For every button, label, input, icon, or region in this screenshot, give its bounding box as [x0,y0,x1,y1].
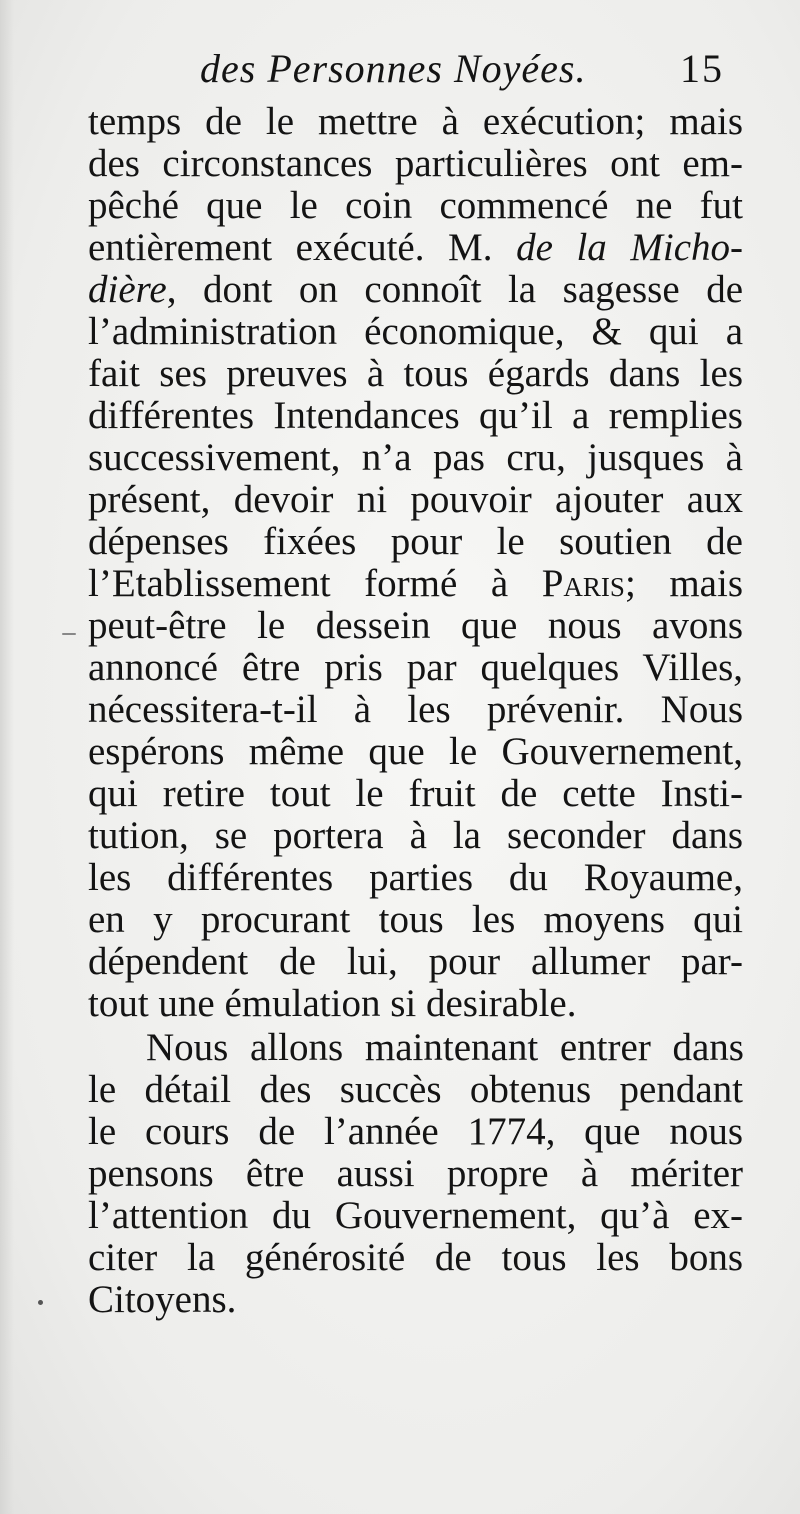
text-line-2: des circonstances particulières ont em- [88,142,743,185]
text-line-18: tution, se portera à la seconder dans [88,814,743,857]
text-line-5: dière, dont on connoît la sagesse de [88,268,743,311]
text-line-4: entièrement exécuté. M. de la Micho- [88,226,744,269]
text-line-8: différentes Intendances qu’il a remplies [88,394,743,437]
text-line-1: temps de le mettre à exécution; mais [88,100,743,143]
text-line-6: l’administration économique, & qui a [88,310,743,353]
text-line-16: espérons même que le Gouvernement, [88,730,743,773]
page-edge-shadow [0,0,14,1514]
text-line-20: en y procurant tous les moyens qui [88,898,743,941]
running-head [0,45,800,95]
text-line-9: successivement, n’a pas cru, jusques à [88,436,743,479]
text-line-26: pensons être aussi propre à mériter [88,1152,743,1195]
text-line-21: dépendent de lui, pour allumer par- [88,940,743,983]
text-line-22: tout une émulation si desirable. [88,982,577,1025]
ink-speck [38,1300,43,1305]
text-line-25: le cours de l’année 1774, que nous [88,1110,743,1153]
text-line-27: l’attention du Gouvernement, qu’à ex- [88,1194,743,1237]
text-line-17: qui retire tout le fruit de cette Insti- [88,772,743,815]
text-line-3: pêché que le coin commencé ne fut [88,184,743,227]
text-line-24: le détail des succès obtenus pendant [88,1068,743,1111]
text-line-23: Nous allons maintenant entrer dans [146,1026,744,1069]
running-head-title: des Personnes Noyées. [200,46,587,91]
text-line-7: fait ses preuves à tous égards dans les [88,352,743,395]
page-number: 15 [680,46,724,91]
text-line-11: dépenses fixées pour le soutien de [88,520,743,563]
text-line-29: Citoyens. [88,1278,237,1321]
text-line-28: citer la générosité de tous les bons [88,1236,743,1279]
ink-mark [62,633,76,635]
text-line-10: présent, devoir ni pouvoir ajouter aux [88,478,743,521]
text-line-13: peut-être le dessein que nous avons [88,604,743,647]
text-line-15: nécessitera-t-il à les prévenir. Nous [88,688,743,731]
text-line-12: l’Etablissement formé à Paris; mais [88,562,743,605]
text-line-14: annoncé être pris par quelques Villes, [88,646,743,689]
text-line-19: les différentes parties du Royaume, [88,856,743,899]
